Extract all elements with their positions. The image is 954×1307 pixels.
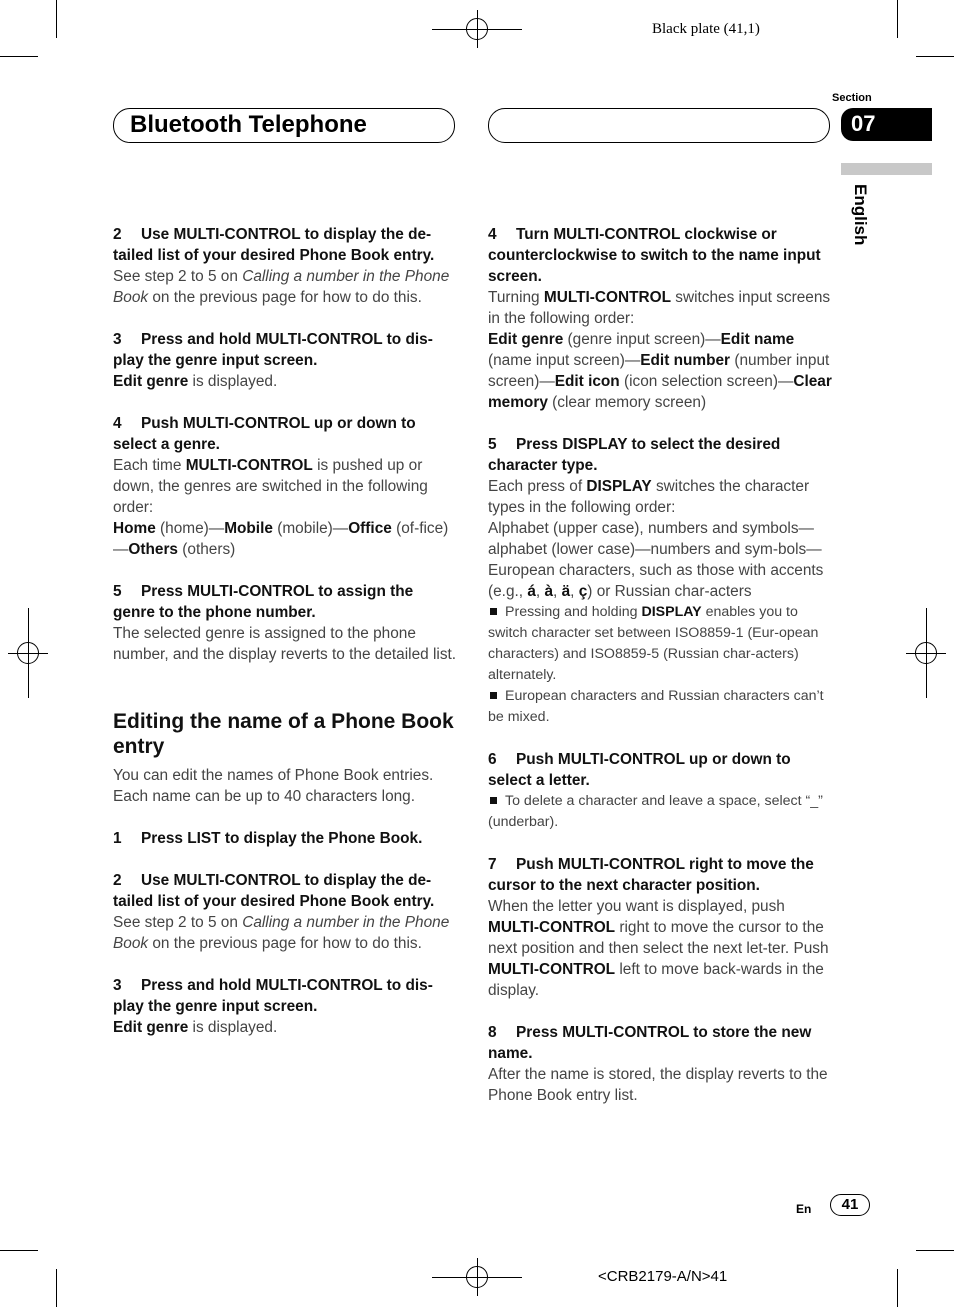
step-body: Each time MULTI-CONTROL is pushed up or down, the genres are switched in the following order: — [113, 457, 428, 516]
registration-circle — [466, 18, 488, 40]
step-heading: 3 Press and hold MULTI-CONTROL to dis-play the genre input screen. — [113, 977, 433, 1015]
language-code: En — [796, 1202, 812, 1216]
step-heading: 2 Use MULTI-CONTROL to display the de-tailed list of your desired Phone Book entry. — [113, 226, 435, 264]
crop-mark — [916, 56, 954, 57]
step-heading: 6 Push MULTI-CONTROL up or down to select a letter. — [488, 751, 791, 789]
registration-circle — [17, 642, 39, 664]
crop-mark — [0, 1250, 38, 1251]
language-tab: English — [851, 184, 870, 246]
note: European characters and Russian characters can’t be mixed. — [488, 688, 824, 725]
crop-mark — [897, 1269, 898, 1307]
section-number: 07 — [841, 108, 932, 141]
step-heading: 8 Press MULTI-CONTROL to store the new name. — [488, 1024, 812, 1062]
crop-mark — [897, 0, 898, 38]
step-body: See step 2 to 5 on Calling a number in the Phone Book on the previous page for how to do this. — [113, 268, 450, 306]
genre-order: Home (home)—Mobile (mobile)—Office (of-fice)—Others (others) — [113, 520, 449, 558]
step-heading: 2 Use MULTI-CONTROL to display the de-tailed list of your desired Phone Book entry. — [113, 872, 435, 910]
section-label: Section — [832, 92, 872, 104]
step-body: Edit genre is displayed. — [113, 1019, 278, 1036]
step-body: The selected genre is assigned to the phone number, and the display reverts to the detailed list. — [113, 625, 457, 663]
right-column — [488, 224, 833, 1106]
step-heading: 3 Press and hold MULTI-CONTROL to dis-play the genre input screen. — [113, 331, 433, 369]
crop-mark — [56, 0, 57, 38]
page-number: 41 — [830, 1194, 870, 1216]
section-intro: You can edit the names of Phone Book entries. Each name can be up to 40 characters long. — [113, 767, 434, 805]
step-heading: 5 Press DISPLAY to select the desired character type. — [488, 436, 781, 474]
page-title: Bluetooth Telephone — [130, 111, 367, 138]
section-tab-bar — [841, 163, 932, 175]
crop-mark — [916, 1250, 954, 1251]
step-heading: 4 Push MULTI-CONTROL up or down to select a genre. — [113, 415, 416, 453]
step-heading: 7 Push MULTI-CONTROL right to move the cursor to the next character position. — [488, 856, 814, 894]
screen-order: Edit genre (genre input screen)—Edit name (name input screen)—Edit number (number input screen)—Edit icon (icon selection screen)—Clear memory (clear memory screen) — [488, 331, 832, 411]
section-heading: Editing the name of a Phone Book entry — [113, 710, 454, 758]
step-body: After the name is stored, the display reverts to the Phone Book entry list. — [488, 1066, 828, 1104]
bullet-square-icon — [490, 692, 497, 699]
step-body: Turning MULTI-CONTROL switches input screens in the following order: — [488, 289, 831, 327]
note: Pressing and holding DISPLAY enables you to switch character set between ISO8859-1 (Eur-opean characters) and ISO8859-5 (Russian char-acters) alternately. — [488, 604, 819, 683]
registration-circle — [915, 642, 937, 664]
left-column — [113, 224, 458, 1038]
bullet-square-icon — [490, 608, 497, 615]
character-order: Alphabet (upper case), numbers and symbols—alphabet (lower case)—numbers and sym-bols—European characters, such as those with accents (e.g., á, à, ä, ç) or Russian char-acters — [488, 520, 824, 600]
crop-mark — [0, 56, 38, 57]
step-heading: 5 Press MULTI-CONTROL to assign the genre to the phone number. — [113, 583, 414, 621]
registration-circle — [466, 1266, 488, 1288]
step-body: Each press of DISPLAY switches the character types in the following order: — [488, 478, 810, 516]
step-body: Edit genre is displayed. — [113, 373, 278, 390]
step-heading: 1 Press LIST to display the Phone Book. — [113, 830, 423, 847]
step-body: See step 2 to 5 on Calling a number in the Phone Book on the previous page for how to do this. — [113, 914, 450, 952]
header-blank-frame — [488, 108, 830, 143]
plate-label: Black plate (41,1) — [652, 21, 760, 37]
step-body: When the letter you want is displayed, push MULTI-CONTROL right to move the cursor to the next position and then select the next let-ter. Push MULTI-CONTROL left to move back-wards in the display. — [488, 898, 829, 999]
crop-mark — [56, 1269, 57, 1307]
note: To delete a character and leave a space, select “_” (underbar). — [488, 793, 823, 830]
document-code: <CRB2179-A/N>41 — [598, 1268, 728, 1285]
step-heading: 4 Turn MULTI-CONTROL clockwise or counterclockwise to switch to the name input screen. — [488, 226, 821, 285]
bullet-square-icon — [490, 797, 497, 804]
